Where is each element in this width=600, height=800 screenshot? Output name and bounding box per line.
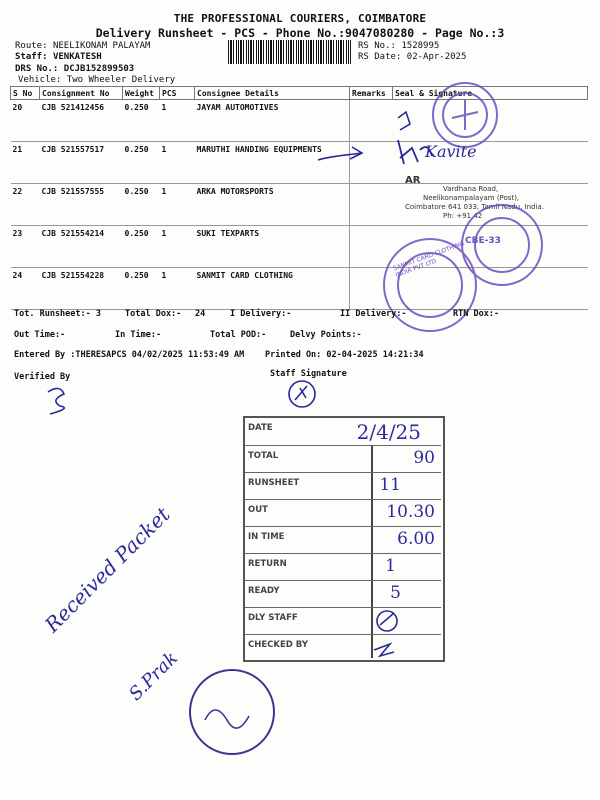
out-time: Out Time:- <box>14 330 66 340</box>
signature-21-text: Kavite <box>425 142 477 161</box>
rs-no-value: 1528995 <box>401 41 440 51</box>
in-time: In Time:- <box>115 330 162 340</box>
rs-no-line: RS No.: 1528995 <box>358 41 440 51</box>
stamp-row-runsheet: RUNSHEET 11 <box>245 472 441 499</box>
total-dox-value: 24 <box>195 309 206 319</box>
route-line: Route: NEELIKONAM PALAYAM <box>15 41 151 51</box>
verified-by-label: Verified By <box>14 372 71 382</box>
vehicle-line: Vehicle: Two Wheeler Delivery <box>18 75 176 85</box>
seal-ring-text: SANMIT CARD CLOTHING INDIA PVT LTD <box>392 240 466 279</box>
col-consignee: Consignee Details <box>195 87 350 100</box>
company-address-stamp: AR Vardhana Road, Neelikonampalayam (Post), Coimbatore 641 033, Tamil Nadu, India. Ph: +91 42 <box>405 175 544 220</box>
total-dox-label: Total Dox:- <box>125 309 182 319</box>
bottom-circle-stamp-icon <box>190 670 274 754</box>
rs-date-line: RS Date: 02-Apr-2025 <box>358 52 467 62</box>
tot-runsheet: Tot. Runsheet:- 3 <box>14 309 101 319</box>
drs-line: DRS No.: DCJB152899503 <box>15 64 135 74</box>
runsheet-stamp <box>243 416 445 662</box>
runsheet-subtitle: Delivery Runsheet - PCS - Phone No.:9047080280 - Page No.:3 <box>95 26 505 40</box>
vehicle-value: Two Wheeler Delivery <box>66 75 176 85</box>
stamp-row-date: DATE 2/4/25 <box>248 420 421 444</box>
drs-value: DCJB152899503 <box>63 64 135 74</box>
printed-on: Printed On: 02-04-2025 14:21:34 <box>265 350 424 360</box>
arrow-icon <box>318 147 362 160</box>
stamp-row-checked-by: CHECKED BY <box>245 634 441 661</box>
rs-date-value: 02-Apr-2025 <box>406 52 467 62</box>
verified-signature-icon <box>48 388 64 414</box>
table-row: 23 CJB 521554214 0.250 1 SUKI TEXPARTS <box>11 226 588 268</box>
entered-by: Entered By :THERESAPCS 04/02/2025 11:53:49 AM <box>14 350 245 360</box>
stamp-row-ready: READY 5 <box>245 580 441 607</box>
ii-delivery: II Delivery:- <box>340 309 407 319</box>
route-value: NEELIKONAM PALAYAM <box>52 41 151 51</box>
col-weight: Weight <box>123 87 160 100</box>
signature-icon <box>398 112 410 130</box>
handwritten-note-2: S.Prak <box>125 647 183 705</box>
round-seal-icon <box>433 83 497 147</box>
col-remarks: Remarks <box>350 87 393 100</box>
stamp-row-return: RETURN 1 <box>245 553 441 580</box>
seal-center-text: CBE-33 <box>465 236 501 246</box>
stamp-row-total: TOTAL 90 <box>245 445 441 472</box>
col-pcs: PCS <box>160 87 195 100</box>
staff-signature-icon <box>289 381 315 407</box>
total-pod: Total POD:- <box>210 330 267 340</box>
delvy-points: Delvy Points:- <box>290 330 362 340</box>
table-row: 21 CJB 521557517 0.250 1 MARUTHI HANDING EQUIPMENTS <box>11 142 588 184</box>
company-title: THE PROFESSIONAL COURIERS, COIMBATORE <box>173 12 427 25</box>
table-row: 22 CJB 521557555 0.250 1 ARKA MOTORSPORTS <box>11 184 588 226</box>
staff-value: VENKATESH <box>52 52 102 62</box>
stamp-row-dly-staff: DLY STAFF <box>245 607 441 634</box>
rtn-dox: RTN Dox:- <box>453 309 500 319</box>
table-row: 24 CJB 521554228 0.250 1 SANMIT CARD CLOTHING <box>11 268 588 310</box>
col-sno: S No <box>11 87 40 100</box>
stamp-row-out: OUT 10.30 <box>245 499 441 526</box>
staff-line: Staff: VENKATESH <box>15 52 102 62</box>
stamp-row-in-time: IN TIME 6.00 <box>245 526 441 553</box>
i-delivery: I Delivery:- <box>230 309 292 319</box>
col-consignment: Consignment No <box>40 87 123 100</box>
table-row: 20 CJB 521412456 0.250 1 JAYAM AUTOMOTIVES <box>11 100 588 142</box>
staff-signature-label: Staff Signature <box>270 369 347 379</box>
col-seal: Seal & Signature <box>393 87 588 100</box>
handwritten-note: Received Packet <box>40 502 175 637</box>
